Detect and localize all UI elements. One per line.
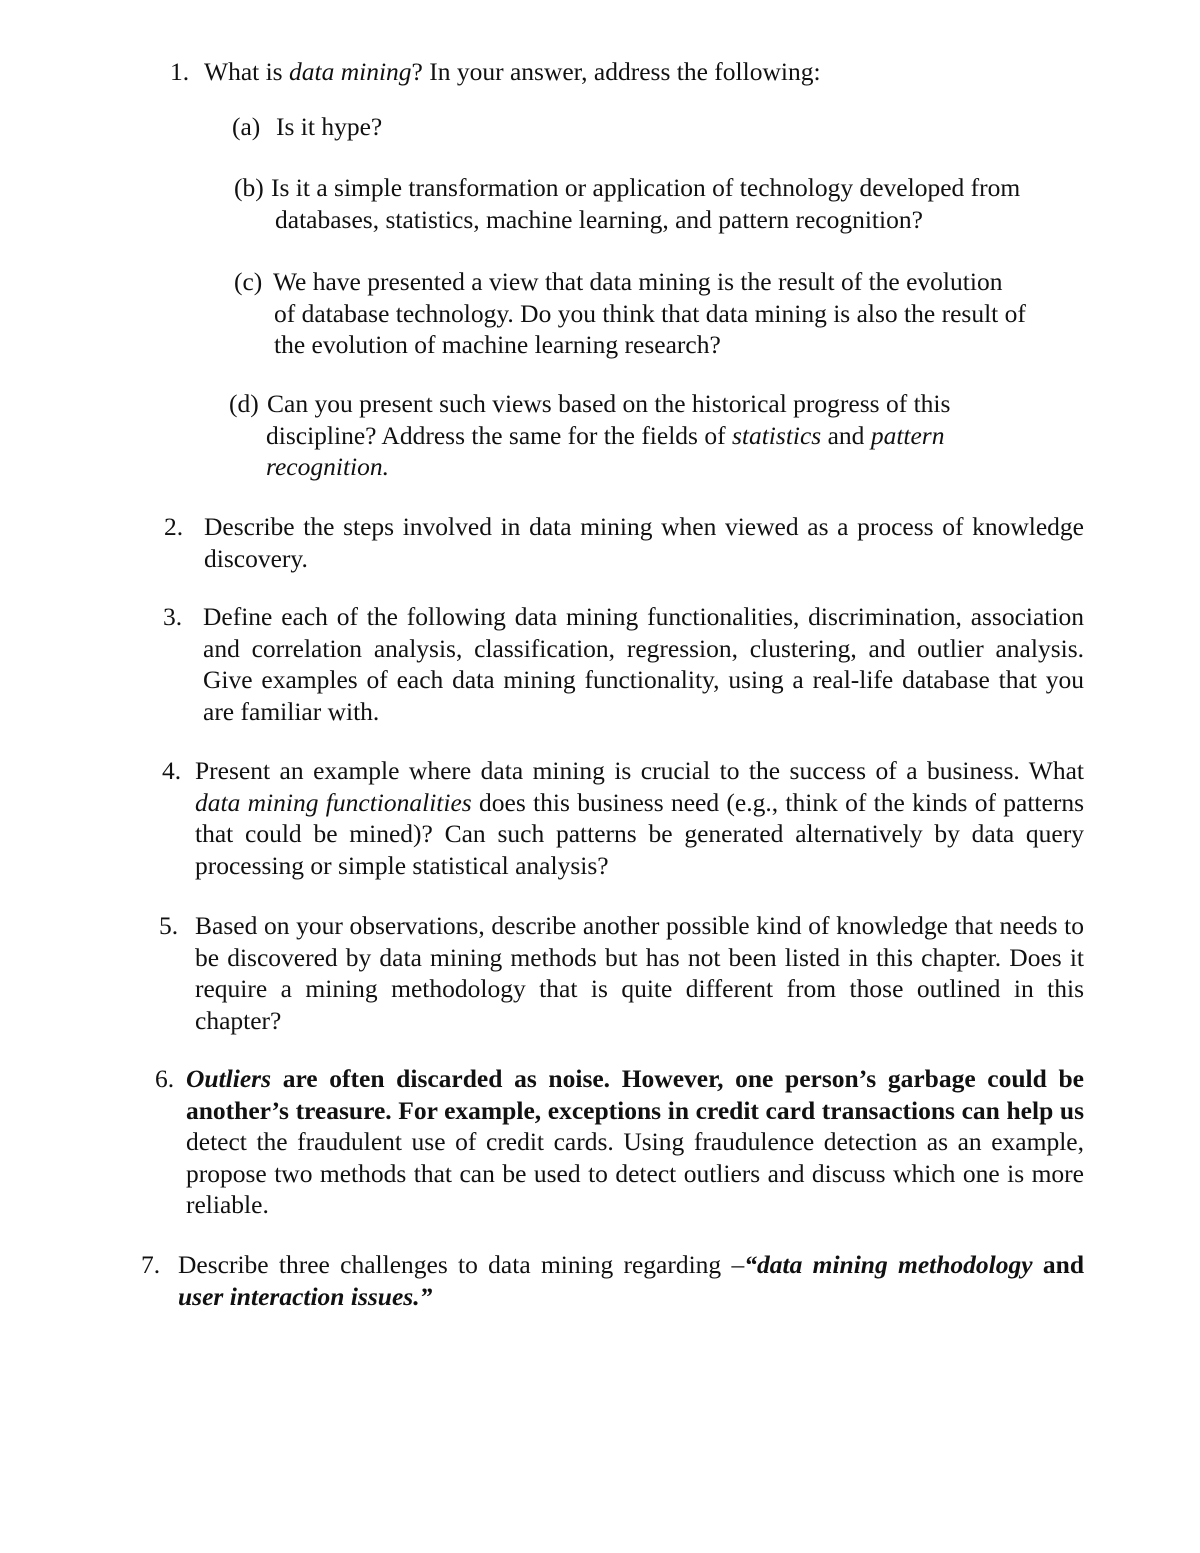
subquestion-text: and [821,420,871,450]
subquestion-line: the evolution of machine learning research? [274,330,721,359]
subquestion-d [229,388,1089,483]
term-statistics: statistics [731,420,822,450]
subquestion-line: Can you present such views based on the historical progress of this [267,389,951,418]
question-number: 1. [170,57,190,86]
subquestion-a [232,111,1092,143]
subquestion-line: of database technology. Do you think that data mining is also the result of [274,298,1026,328]
question-7 [141,1249,1084,1312]
question-number: 4. [162,756,182,785]
question-term: data mining functionalities [195,787,472,817]
subquestion-label: (d) [229,389,259,418]
subquestion-text: Is it hype? [276,112,383,141]
question-text: Based on your observations, describe another possible kind of knowledge that needs to be discovered by data mining methods but has not been listed in this chapter. Does it require a mining methodology that is quite different from those outlined in this chapter? [195,911,1084,1035]
question-text-pre: What is [204,57,289,86]
question-term: user interaction issues.” [178,1281,433,1311]
question-text-bold: are often discarded as noise. However, one person’s garbage could be another’s treasure. For example, exceptions in credit card transactions can help us [186,1064,1084,1125]
subquestion-label: (b) [234,173,264,202]
question-text-post: does this business need (e.g., think of the kinds of patterns that could be mined)? Can such patterns be generated alternatively by data query processing or simple statistical analysis? [195,787,1084,880]
question-text-bold: and [1042,1250,1085,1279]
question-4 [162,755,1084,881]
subquestion-label: (a) [232,112,261,141]
subquestion-text: discipline? Address the same for the fields of [266,420,732,450]
question-3 [163,601,1084,727]
question-text: detect the fraudulent use of credit cards. Using fraudulence detection as an example, propose two methods that can be used to detect outliers and discuss which one is more reliable. [186,1127,1084,1219]
question-text-post: ? In your answer, address the following: [411,57,821,86]
subquestion-label: (c) [234,267,263,296]
question-text: Define each of the following data mining functionalities, discrimination, association and correlation analysis, classification, regression, clustering, and outlier analysis. Give examples of each data mining functionality, using a real-life database that you are familiar with. [203,602,1084,726]
question-number: 7. [141,1250,161,1279]
subquestion-line: We have presented a view that data mining is the result of the evolution [273,267,1003,296]
question-number: 2. [164,512,184,541]
question-number: 5. [159,911,179,940]
term-recognition: recognition. [266,452,389,481]
question-number: 6. [155,1064,175,1093]
question-1 [170,56,1090,88]
question-text: Describe the steps involved in data mining when viewed as a process of knowledge discovery. [204,512,1084,573]
question-term: data mining [288,57,412,86]
question-2 [164,511,1084,574]
question-text-pre: Present an example where data mining is crucial to the success of a business. What [195,756,1084,785]
question-5 [159,910,1084,1036]
question-number: 3. [163,602,183,631]
question-term: “data mining methodology [744,1250,1033,1279]
question-6 [155,1063,1084,1221]
question-text-pre: Describe three challenges to data mining regarding – [178,1250,745,1279]
subquestion-b [234,172,1094,235]
subquestion-c [234,266,1094,361]
subquestion-line: Is it a simple transformation or application of technology developed from [271,173,1021,202]
subquestion-line: databases, statistics, machine learning, and pattern recognition? [275,204,923,234]
question-term: Outliers [186,1064,272,1093]
term-pattern: pattern [870,420,945,450]
